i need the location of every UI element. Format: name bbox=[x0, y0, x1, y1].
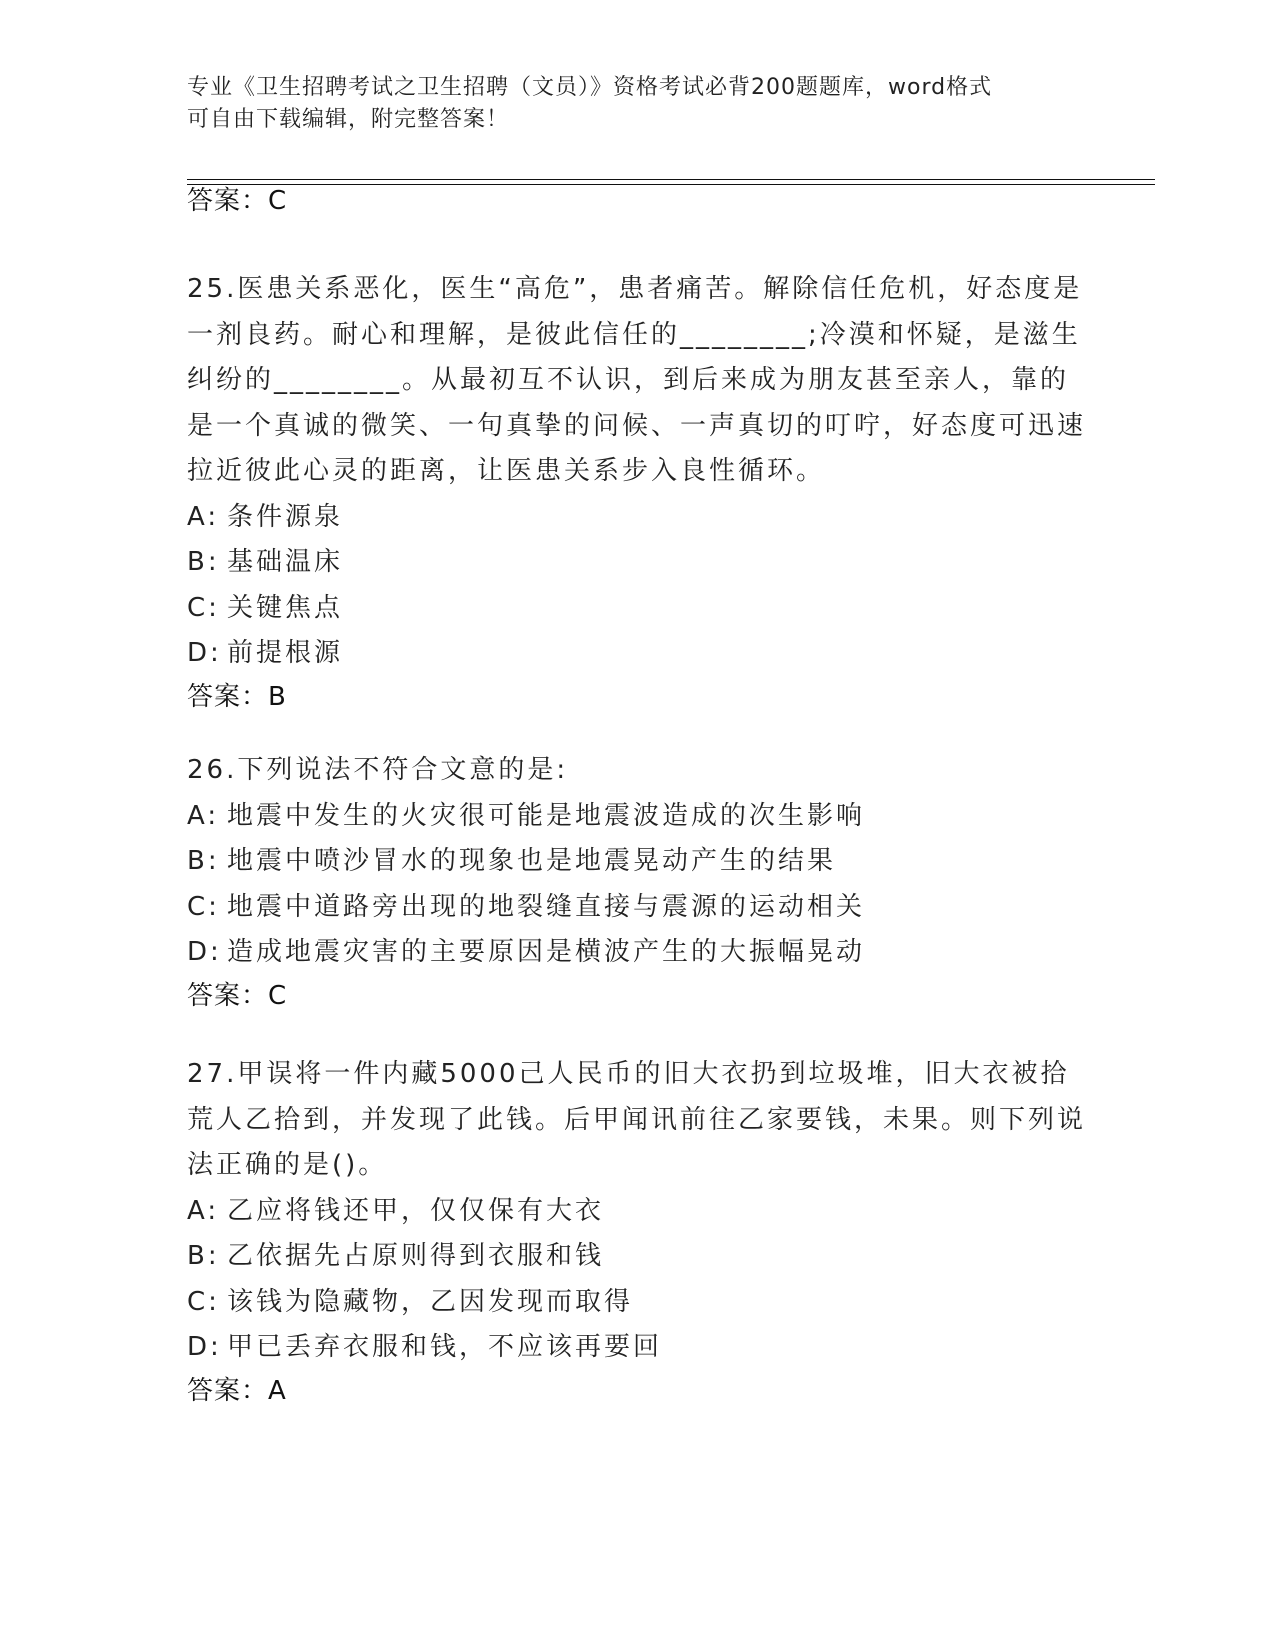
option-a: A: 乙应将钱还甲，仅仅保有大衣 bbox=[187, 1195, 605, 1226]
option-a: A: 地震中发生的火灾很可能是地震波造成的次生影响 bbox=[187, 800, 866, 831]
option-b: B: 基础温床 bbox=[187, 547, 344, 577]
question-stem: 25.医患关系恶化，医生“高危”，患者痛苦。解除信任危机，好态度是一剂良药。耐心和理解，是彼此信任的________;冷漠和怀疑，是滋生纠纷的________。从最初互不认识，到后来成为朋友甚至亲人，靠的是一个真诚的微笑、一句真挚的问候、一声真切的叮咛，好态度可迅速拉近彼此心灵的距离，让医患关系步入良性循环。 bbox=[187, 274, 1087, 486]
option-b: B: 乙依据先占原则得到衣服和钱 bbox=[187, 1241, 605, 1271]
header-line-1: 专业《卫生招聘考试之卫生招聘（文员）》资格考试必背200题题库，word格式 bbox=[187, 75, 993, 100]
previous-answer: 答案：C bbox=[187, 186, 288, 216]
option-d: D: 造成地震灾害的主要原因是横波产生的大振幅晃动 bbox=[187, 937, 866, 967]
question-stem: 26.下列说法不符合文意的是: bbox=[187, 755, 569, 785]
option-c: C: 该钱为隐藏物，乙因发现而取得 bbox=[187, 1286, 634, 1317]
option-d: D: 甲已丢弃衣服和钱，不应该再要回 bbox=[187, 1332, 663, 1362]
option-b: B: 地震中喷沙冒水的现象也是地震晃动产生的结果 bbox=[187, 846, 837, 876]
option-c: C: 地震中道路旁出现的地裂缝直接与震源的运动相关 bbox=[187, 891, 866, 922]
header-line-2: 可自由下载编辑，附完整答案！ bbox=[187, 107, 510, 132]
question-27 bbox=[187, 1052, 1087, 1411]
option-d: D: 前提根源 bbox=[187, 638, 344, 668]
question-26 bbox=[187, 748, 1087, 1016]
question-stem: 27.甲误将一件内藏5000己人民币的旧大衣扔到垃圾堆，旧大衣被拾荒人乙拾到，并发现了此钱。后甲闻讯前往乙家要钱，未果。则下列说法正确的是()。 bbox=[187, 1059, 1087, 1180]
question-answer: 答案：C bbox=[187, 980, 288, 1011]
question-answer: 答案：B bbox=[187, 681, 287, 712]
question-25 bbox=[187, 267, 1087, 717]
option-a: A: 条件源泉 bbox=[187, 501, 344, 532]
option-c: C: 关键焦点 bbox=[187, 592, 344, 623]
header-rule-top bbox=[187, 179, 1155, 180]
question-answer: 答案：A bbox=[187, 1375, 287, 1406]
document-header bbox=[187, 72, 1087, 136]
